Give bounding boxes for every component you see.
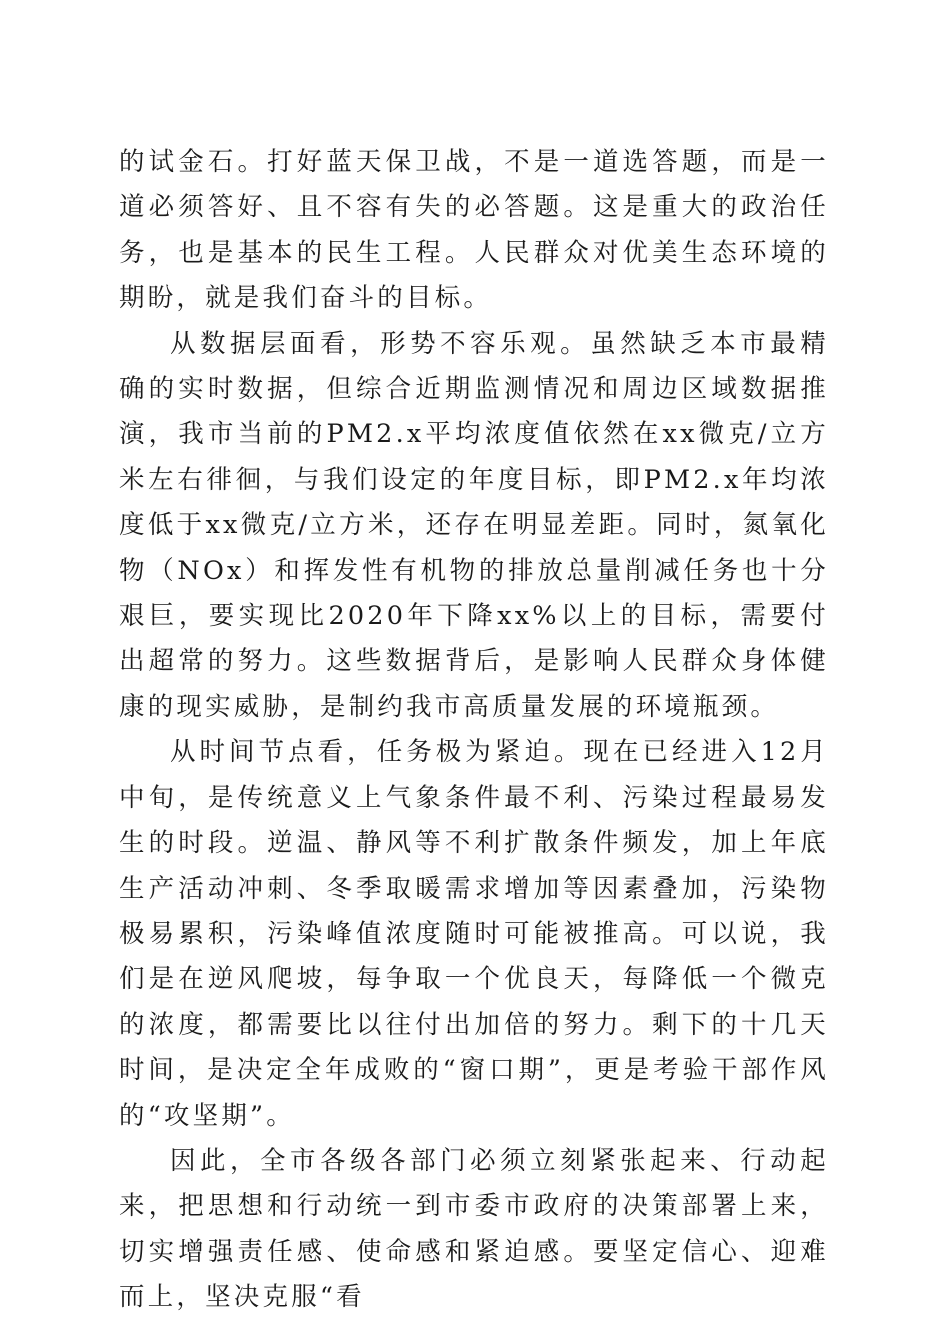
- paragraph-4: 因此，全市各级各部门必须立刻紧张起来、行动起来，把思想和行动统一到市委市政府的决策部署上来，切实增强责任感、使命感和紧迫感。要坚定信心、迎难而上，坚决克服“看: [119, 1145, 829, 1313]
- paragraph-2: 从数据层面看，形势不容乐观。虽然缺乏本市最精确的实时数据，但综合近期监测情况和周边区域数据推演，我市当前的PM2.x平均浓度值依然在xx微克/立方米左右徘徊，与我们设定的年度目标，即PM2.x年均浓度低于xx微克/立方米，还存在明显差距。同时，氮氧化物（NOx）和挥发性有机物的排放总量削减任务也十分艰巨，要实现比2020年下降xx%以上的目标，需要付出超常的努力。这些数据背后，是影响人民群众身体健康的现实威胁，是制约我市高质量发展的环境瓶颈。: [119, 328, 829, 722]
- paragraph-1: 的试金石。打好蓝天保卫战，不是一道选答题，而是一道必须答好、且不容有失的必答题。这是重大的政治任务，也是基本的民生工程。人民群众对优美生态环境的期盼，就是我们奋斗的目标。: [119, 147, 829, 314]
- paragraph-3: 从时间节点看，任务极为紧迫。现在已经进入12月中旬，是传统意义上气象条件最不利、污染过程最易发生的时段。逆温、静风等不利扩散条件频发，加上年底生产活动冲刺、冬季取暖需求增加等因素叠加，污染物极易累积，污染峰值浓度随时可能被推高。可以说，我们是在逆风爬坡，每争取一个优良天，每降低一个微克的浓度，都需要比以往付出加倍的努力。剩下的十几天时间，是决定全年成败的“窗口期”，更是考验干部作风的“攻坚期”。: [119, 737, 829, 1131]
- document-body: [119, 140, 829, 1321]
